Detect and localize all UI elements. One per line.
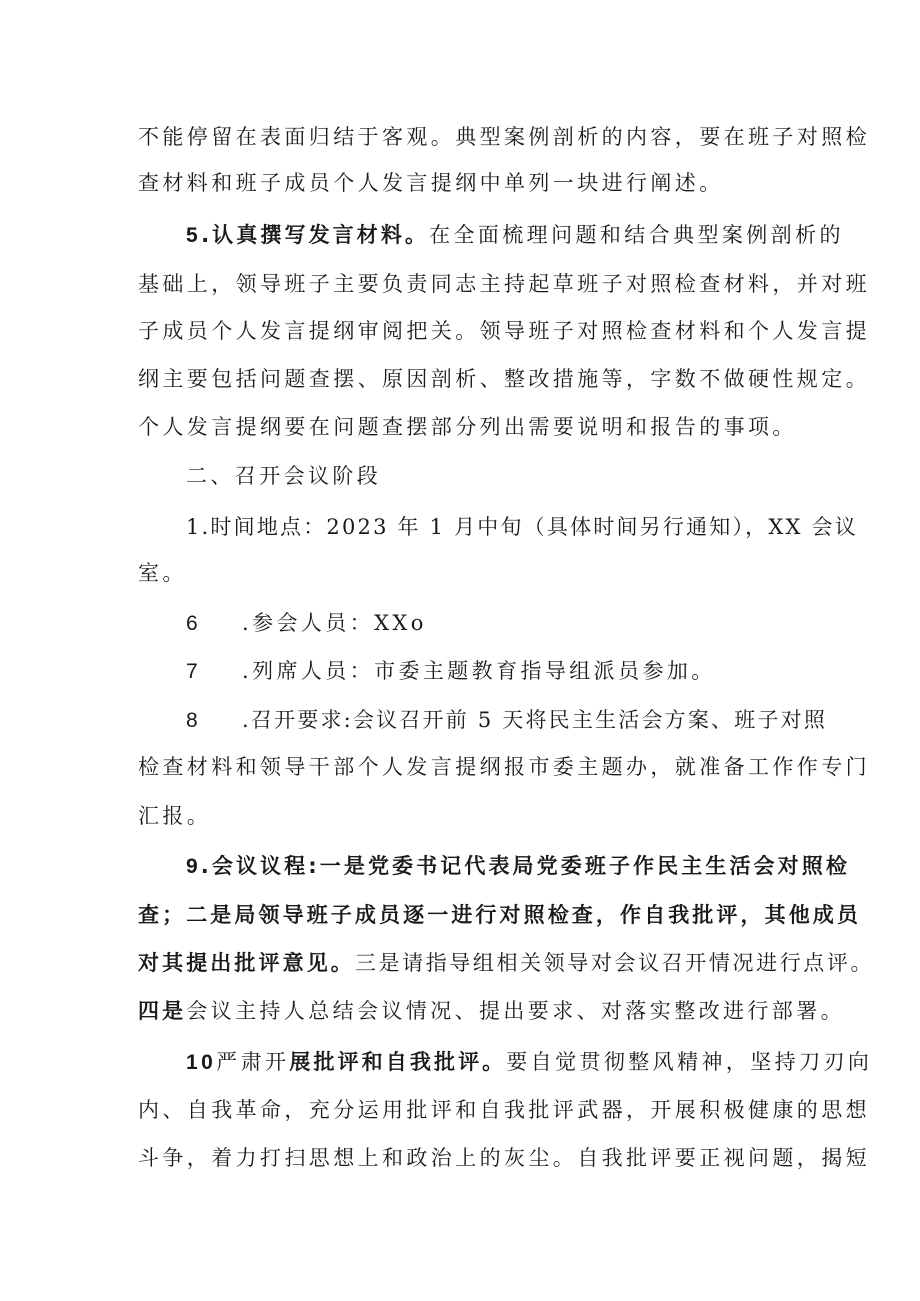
paragraph-line: 个人发言提纲要在问题查摆部分列出需要说明和报告的事项。 [138, 415, 797, 439]
paragraph-line [138, 943, 874, 983]
paragraph-line: 1.时间地点：2023 年 1 月中旬（具体时间另行通知），XX 会议 [186, 515, 858, 539]
item-text: .召开要求:会议召开前 5 天将民主生活会方案、班子对照 [242, 708, 828, 732]
paragraph-line: 子成员个人发言提纲审阅把关。领导班子对照检查材料和个人发言提 [138, 319, 870, 343]
paragraph-line: 查材料和班子成员个人发言提纲中单列一块进行阐述。 [138, 171, 724, 195]
item-number: 5 [186, 224, 202, 247]
item-text: .会议议程:一是党委书记代表局党委班子作民主生活会对照检 [200, 854, 850, 878]
paragraph-line: 不能停留在表面归结于客观。典型案例剖析的内容，要在班子对照检 [138, 125, 870, 149]
item-number: 9 [186, 855, 201, 878]
item-text: 严肃开 [216, 1050, 290, 1074]
list-item [186, 651, 716, 691]
paragraph-line [138, 991, 845, 1031]
list-item [186, 700, 827, 740]
item-number: 10 [186, 1051, 217, 1074]
bold-text: 对其提出批评意见。 [138, 951, 355, 975]
bold-text: 展批评和自我批评。 [289, 1050, 507, 1074]
item-heading: .认真撰写发言材料。 [201, 223, 430, 247]
item-text: 在全面梳理问题和结合典型案例剖析的 [429, 223, 844, 247]
item-number: 8 [186, 709, 200, 732]
list-item [186, 1042, 872, 1082]
paragraph-line: 查；二是局领导班子成员逐一进行对照检查，作自我批评，其他成员 [138, 903, 861, 927]
item-number: 7 [186, 660, 202, 683]
list-item [186, 603, 427, 643]
bold-text: 四是 [138, 999, 187, 1023]
paragraph-line [186, 215, 844, 255]
item-text: 要自觉贯彻整风精神，坚持刀刃向 [506, 1050, 873, 1074]
paragraph-line: 基础上，领导班子主要负责同志主持起草班子对照检查材料，并对班 [138, 272, 870, 296]
item-text: .列席人员：市委主题教育指导组派员参加。 [242, 659, 716, 683]
paragraph-line: 检查材料和领导干部个人发言提纲报市委主题办，就准备工作作专门 [138, 755, 870, 779]
section-title: 二、召开会议阶段 [186, 464, 382, 488]
paragraph-line: 纲主要包括问题查摆、原因剖析、整改措施等，字数不做硬性规定。 [138, 367, 870, 391]
paragraph-line: 室。 [138, 561, 187, 585]
item-number: 6 [186, 612, 202, 635]
item-text: .参会人员：XXo [242, 611, 427, 635]
paragraph-line: 汇报。 [138, 804, 212, 828]
item-text: 会议主持人总结会议情况、提出要求、对落实整改进行部署。 [186, 999, 846, 1023]
list-item [186, 846, 850, 886]
paragraph-line: 斗争，着力打扫思想上和政治上的灰尘。自我批评要正视问题，揭短 [138, 1146, 870, 1170]
paragraph-line: 内、自我革命，充分运用批评和自我批评武器，开展积极健康的思想 [138, 1098, 870, 1122]
item-text: 三是请指导组相关领导对会议召开情况进行点评。 [354, 951, 875, 975]
